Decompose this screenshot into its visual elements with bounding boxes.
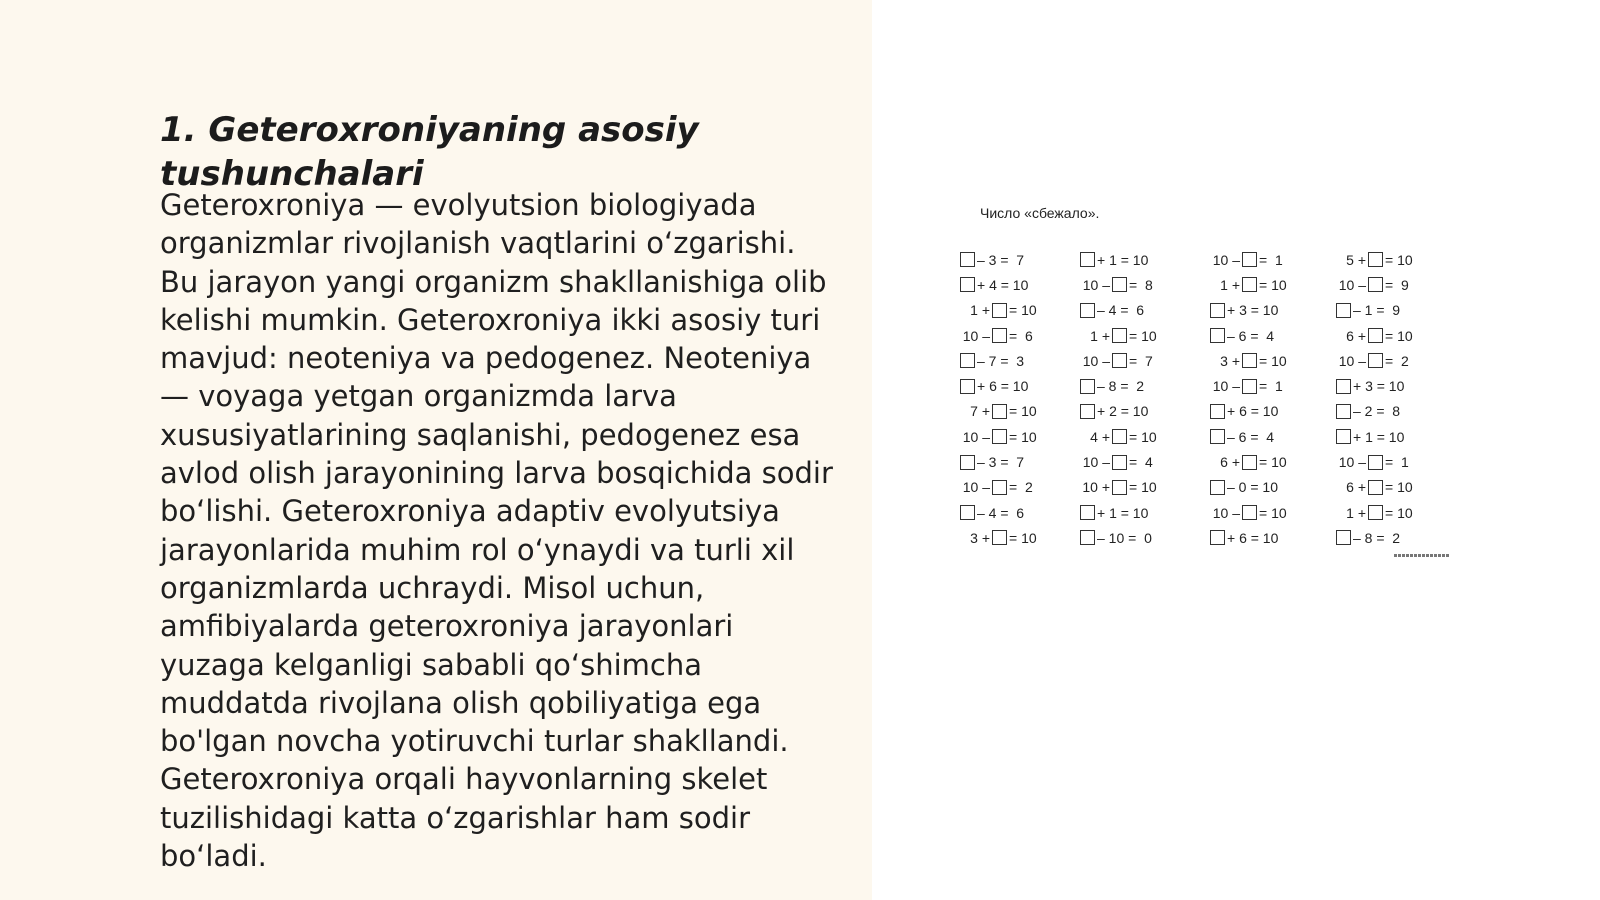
- worksheet-exercise: [960, 272, 1070, 297]
- slide-body-text: Geteroxroniya — evolyutsion biologiyada organizmlar rivojlanish vaqtlarini o‘zgarishi. Bu jarayon yangi organizm shakllanishiga olib kelishi mumkin. Geteroxroniya ikki asosiy turi mavjud: neoteniya va pedogenez. Neoteniya — voyaga yetgan organizmda larva xususiyatlarining saqlanishi, pedogenez esa avlod olish jarayonining larva bosqichida sodir bo‘lishi. Geteroxroniya adaptiv evolyutsiya jarayonlarida muhim rol o‘ynaydi va turli xil organizmlarda uchraydi. Misol uchun, amfibiyalarda geteroxroniya jarayonlari yuzaga kelganligi sababli qo‘shimcha muddatda rivojlana olish qobiliyatiga ega bo'lgan novcha yotiruvchi turlar shakllandi. Geteroxroniya orqali hayvonlarning skelet tuzilishidagi katta o‘zgarishlar ham sodir bo‘ladi.: [160, 188, 833, 874]
- answer-box: [1112, 277, 1127, 292]
- exercise-right-part: = 8: [1129, 276, 1153, 293]
- worksheet-exercise: [1336, 475, 1446, 500]
- exercise-left-operand: 10 –: [1082, 454, 1110, 471]
- exercise-left-operand: 6 +: [1346, 327, 1366, 344]
- exercise-left-operand: 4 +: [1090, 428, 1110, 445]
- answer-box: [992, 429, 1007, 444]
- worksheet-exercise: [1080, 272, 1190, 297]
- answer-box: [1112, 328, 1127, 343]
- exercise-right-part: = 1: [1385, 454, 1409, 471]
- worksheet-exercise: [960, 298, 1070, 323]
- worksheet-exercise: [960, 373, 1070, 398]
- worksheet-exercise: [1210, 525, 1320, 550]
- exercise-left-operand: 7 +: [970, 403, 990, 420]
- worksheet-exercise: [1210, 323, 1320, 348]
- answer-box: [1080, 379, 1095, 394]
- exercise-left-operand: 3 +: [1220, 352, 1240, 369]
- answer-box: [960, 455, 975, 470]
- worksheet-exercise: [1336, 298, 1446, 323]
- worksheet-exercise: [1336, 373, 1446, 398]
- answer-box: [1080, 303, 1095, 318]
- exercise-left-operand: 6 +: [1220, 454, 1240, 471]
- answer-box: [1368, 328, 1383, 343]
- exercise-right-part: = 7: [1129, 352, 1153, 369]
- worksheet-exercise: [1336, 424, 1446, 449]
- exercise-right-part: + 2 = 10: [1097, 403, 1149, 420]
- exercise-right-part: – 2 = 8: [1353, 403, 1401, 420]
- answer-box: [1080, 505, 1095, 520]
- math-worksheet-image: [960, 205, 1460, 575]
- answer-box: [1336, 303, 1351, 318]
- worksheet-exercise: [1336, 500, 1446, 525]
- answer-box: [1368, 505, 1383, 520]
- exercise-right-part: = 2: [1009, 479, 1033, 496]
- exercise-right-part: + 1 = 10: [1353, 428, 1405, 445]
- worksheet-exercise: [960, 475, 1070, 500]
- worksheet-exercise: [1336, 247, 1446, 272]
- answer-box: [1336, 404, 1351, 419]
- worksheet-exercise: [1080, 323, 1190, 348]
- answer-box: [1080, 252, 1095, 267]
- answer-box: [992, 530, 1007, 545]
- worksheet-exercise: [1210, 298, 1320, 323]
- exercise-right-part: – 8 = 2: [1097, 378, 1145, 395]
- exercise-right-part: = 6: [1009, 327, 1033, 344]
- exercise-right-part: – 7 = 3: [977, 352, 1025, 369]
- worksheet-exercise: [1336, 323, 1446, 348]
- answer-box: [1210, 429, 1225, 444]
- exercise-right-part: + 4 = 10: [977, 276, 1029, 293]
- answer-box: [1368, 252, 1383, 267]
- exercise-left-operand: 10 –: [1082, 352, 1110, 369]
- exercise-left-operand: 10 –: [1212, 378, 1240, 395]
- worksheet-exercise: [1336, 348, 1446, 373]
- worksheet-exercise: [1080, 348, 1190, 373]
- answer-box: [1210, 404, 1225, 419]
- answer-box: [1210, 480, 1225, 495]
- exercise-right-part: – 4 = 6: [977, 504, 1025, 521]
- answer-box: [1080, 404, 1095, 419]
- exercise-right-part: – 4 = 6: [1097, 302, 1145, 319]
- worksheet-exercise: [960, 525, 1070, 550]
- worksheet-exercise: [1210, 500, 1320, 525]
- answer-box: [1210, 328, 1225, 343]
- exercise-right-part: = 10: [1009, 302, 1037, 319]
- exercise-left-operand: 1 +: [970, 302, 990, 319]
- worksheet-column-3: [1210, 247, 1320, 551]
- worksheet-exercise: [1336, 525, 1446, 550]
- answer-box: [1210, 530, 1225, 545]
- worksheet-exercise: [960, 247, 1070, 272]
- answer-box: [1242, 379, 1257, 394]
- slide-title: 1. Geteroxroniyaning asosiy tushunchalari: [160, 110, 699, 194]
- exercise-right-part: = 10: [1129, 428, 1157, 445]
- worksheet-exercise: [1336, 399, 1446, 424]
- exercise-right-part: = 10: [1259, 352, 1287, 369]
- exercise-right-part: = 10: [1009, 529, 1037, 546]
- worksheet-title: Число «сбежало».: [980, 205, 1100, 221]
- answer-box: [992, 480, 1007, 495]
- exercise-left-operand: 10 –: [962, 327, 990, 344]
- worksheet-exercise: [960, 500, 1070, 525]
- exercise-right-part: = 4: [1129, 454, 1153, 471]
- worksheet-column-2: [1080, 247, 1190, 551]
- worksheet-exercise: [1210, 475, 1320, 500]
- worksheet-exercise: [1080, 424, 1190, 449]
- worksheet-exercise: [1210, 247, 1320, 272]
- worksheet-exercise: [1210, 399, 1320, 424]
- worksheet-exercise: [1080, 399, 1190, 424]
- exercise-right-part: = 9: [1385, 276, 1409, 293]
- exercise-left-operand: 10 –: [1212, 251, 1240, 268]
- exercise-right-part: – 6 = 4: [1227, 327, 1275, 344]
- worksheet-exercise: [1080, 247, 1190, 272]
- worksheet-exercise: [1210, 424, 1320, 449]
- exercise-right-part: – 10 = 0: [1097, 529, 1152, 546]
- exercise-right-part: + 1 = 10: [1097, 251, 1149, 268]
- worksheet-exercise: [960, 323, 1070, 348]
- exercise-right-part: = 10: [1009, 403, 1037, 420]
- exercise-right-part: + 3 = 10: [1227, 302, 1279, 319]
- exercise-right-part: = 10: [1385, 504, 1413, 521]
- answer-box: [960, 505, 975, 520]
- exercise-left-operand: 1 +: [1346, 504, 1366, 521]
- worksheet-exercise: [1080, 475, 1190, 500]
- worksheet-exercise: [1210, 373, 1320, 398]
- answer-box: [992, 303, 1007, 318]
- exercise-right-part: = 10: [1385, 479, 1413, 496]
- exercise-right-part: – 1 = 9: [1353, 302, 1401, 319]
- exercise-right-part: = 10: [1259, 454, 1287, 471]
- exercise-right-part: – 8 = 2: [1353, 529, 1401, 546]
- answer-box: [1242, 277, 1257, 292]
- exercise-right-part: + 6 = 10: [1227, 403, 1279, 420]
- answer-box: [992, 328, 1007, 343]
- answer-box: [1112, 353, 1127, 368]
- worksheet-exercise: [1080, 500, 1190, 525]
- worksheet-exercise: [1080, 373, 1190, 398]
- exercise-right-part: = 10: [1385, 251, 1413, 268]
- answer-box: [1112, 455, 1127, 470]
- answer-box: [1242, 505, 1257, 520]
- answer-box: [1368, 277, 1383, 292]
- worksheet-exercise: [960, 449, 1070, 474]
- worksheet-exercise: [1080, 525, 1190, 550]
- answer-box: [1242, 455, 1257, 470]
- answer-box: [960, 353, 975, 368]
- worksheet-exercise: [1080, 449, 1190, 474]
- exercise-right-part: – 0 = 10: [1227, 479, 1278, 496]
- exercise-left-operand: 10 –: [1212, 504, 1240, 521]
- answer-box: [1336, 429, 1351, 444]
- worksheet-exercise: [1210, 272, 1320, 297]
- answer-box: [1336, 379, 1351, 394]
- answer-box: [1080, 530, 1095, 545]
- exercise-right-part: = 10: [1129, 479, 1157, 496]
- exercise-left-operand: 6 +: [1346, 479, 1366, 496]
- worksheet-exercise: [1336, 272, 1446, 297]
- exercise-right-part: – 6 = 4: [1227, 428, 1275, 445]
- answer-box: [1112, 480, 1127, 495]
- exercise-right-part: = 10: [1129, 327, 1157, 344]
- exercise-left-operand: 10 –: [1338, 352, 1366, 369]
- worksheet-exercise: [1080, 298, 1190, 323]
- exercise-left-operand: 10 –: [962, 479, 990, 496]
- exercise-right-part: + 6 = 10: [977, 378, 1029, 395]
- exercise-left-operand: 10 –: [1082, 276, 1110, 293]
- answer-box: [1368, 353, 1383, 368]
- exercise-right-part: = 10: [1009, 428, 1037, 445]
- exercise-right-part: + 6 = 10: [1227, 529, 1279, 546]
- exercise-left-operand: 10 +: [1082, 479, 1110, 496]
- answer-box: [1242, 353, 1257, 368]
- exercise-left-operand: 10 –: [1338, 276, 1366, 293]
- exercise-right-part: = 1: [1259, 378, 1283, 395]
- exercise-left-operand: 10 –: [962, 428, 990, 445]
- answer-box: [960, 379, 975, 394]
- exercise-right-part: = 2: [1385, 352, 1409, 369]
- answer-box: [1210, 303, 1225, 318]
- exercise-right-part: = 1: [1259, 251, 1283, 268]
- worksheet-exercise: [960, 424, 1070, 449]
- answer-box: [1368, 480, 1383, 495]
- exercise-left-operand: 10 –: [1338, 454, 1366, 471]
- answer-box: [960, 277, 975, 292]
- exercise-right-part: + 3 = 10: [1353, 378, 1405, 395]
- answer-box: [992, 404, 1007, 419]
- worksheet-exercise: [1210, 348, 1320, 373]
- exercise-right-part: = 10: [1385, 327, 1413, 344]
- worksheet-exercise: [960, 348, 1070, 373]
- exercise-right-part: + 1 = 10: [1097, 504, 1149, 521]
- worksheet-column-1: [960, 247, 1070, 551]
- exercise-right-part: = 10: [1259, 276, 1287, 293]
- worksheet-watermark: [1394, 554, 1450, 557]
- answer-box: [1368, 455, 1383, 470]
- worksheet-exercise: [1210, 449, 1320, 474]
- exercise-left-operand: 1 +: [1090, 327, 1110, 344]
- answer-box: [1242, 252, 1257, 267]
- worksheet-exercise: [1336, 449, 1446, 474]
- exercise-right-part: = 10: [1259, 504, 1287, 521]
- exercise-left-operand: 1 +: [1220, 276, 1240, 293]
- exercise-right-part: – 3 = 7: [977, 251, 1025, 268]
- exercise-right-part: – 3 = 7: [977, 454, 1025, 471]
- exercise-left-operand: 5 +: [1346, 251, 1366, 268]
- worksheet-exercise: [960, 399, 1070, 424]
- answer-box: [960, 252, 975, 267]
- answer-box: [1336, 530, 1351, 545]
- answer-box: [1112, 429, 1127, 444]
- worksheet-column-4: [1336, 247, 1446, 551]
- exercise-left-operand: 3 +: [970, 529, 990, 546]
